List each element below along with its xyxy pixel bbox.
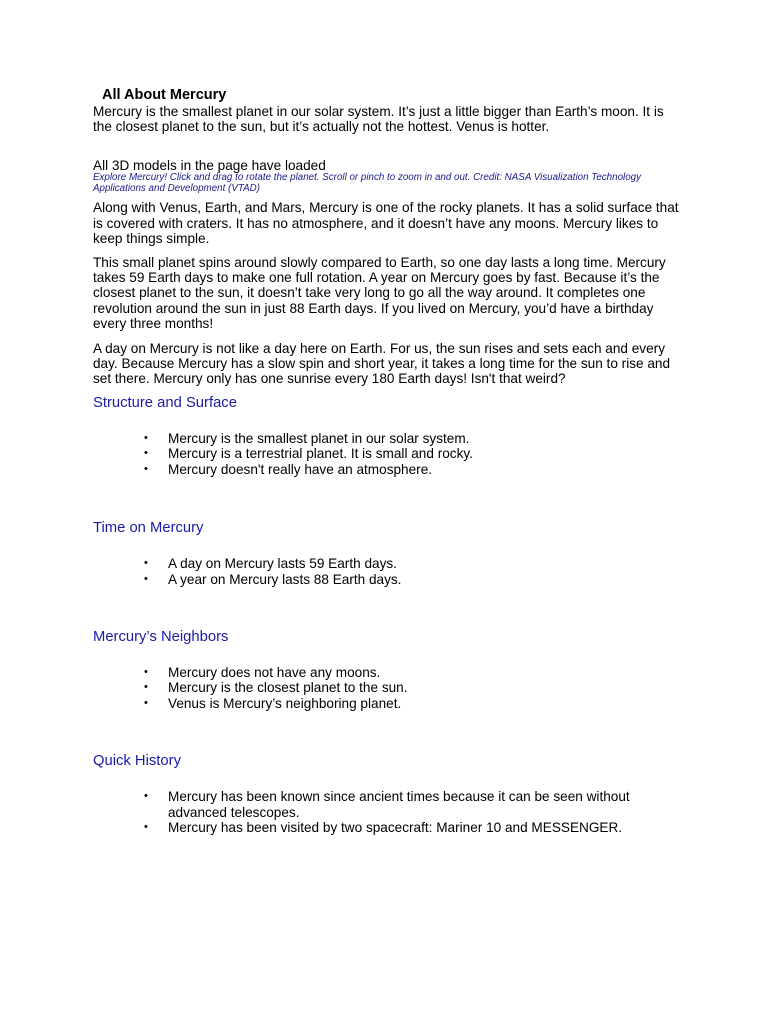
body-paragraph: A day on Mercury is not like a day here on Earth. For us, the sun rises and sets each and every day. Because Mercury has a slow spin and short year, it takes a long time for the sun to rise and set there. Mercury only has one sunrise every 180 Earth days! Isn't that weird? bbox=[93, 340, 671, 387]
list-item bbox=[93, 572, 683, 587]
list-item bbox=[93, 665, 683, 680]
document-page bbox=[93, 87, 683, 835]
list-item-text: Mercury does not have any moons. bbox=[168, 664, 381, 680]
bullet-icon: • bbox=[144, 790, 148, 803]
page-title: All About Mercury bbox=[102, 87, 227, 103]
list-item bbox=[93, 462, 683, 477]
models-loaded-notice: All 3D models in the page have loaded bbox=[93, 157, 326, 173]
model-caption: Explore Mercury! Click and drag to rotate the planet. Scroll or pinch to zoom in and out. Credit: NASA Visualization Technology Applications and Development (VTAD) bbox=[93, 172, 642, 194]
list-item bbox=[93, 556, 683, 571]
neighbors-list bbox=[93, 665, 683, 711]
body-paragraph: Along with Venus, Earth, and Mars, Mercury is one of the rocky planets. It has a solid surface that is covered with craters. It has no atmosphere, and it doesn’t have any moons. Mercury likes to keep things simple. bbox=[93, 200, 679, 247]
intro-paragraph: Mercury is the smallest planet in our solar system. It’s just a little bigger than Earth’s moon. It is the closest planet to the sun, but it’s actually not the hottest. Venus is hotter. bbox=[93, 104, 664, 135]
history-list bbox=[93, 789, 683, 835]
list-item-text: A day on Mercury lasts 59 Earth days. bbox=[168, 556, 397, 572]
list-item bbox=[93, 680, 683, 695]
list-item bbox=[93, 789, 683, 820]
bullet-icon: • bbox=[144, 557, 148, 570]
list-item bbox=[93, 820, 683, 835]
list-item-text: Mercury is the closest planet to the sun. bbox=[168, 680, 408, 696]
section-heading-history: Quick History bbox=[93, 753, 181, 770]
bullet-icon: • bbox=[144, 447, 148, 460]
structure-list bbox=[93, 431, 683, 477]
bullet-icon: • bbox=[144, 665, 148, 678]
bullet-icon: • bbox=[144, 696, 148, 709]
list-item-text: Mercury is a terrestrial planet. It is small and rocky. bbox=[168, 446, 473, 462]
bullet-icon: • bbox=[144, 431, 148, 444]
body-paragraph: This small planet spins around slowly compared to Earth, so one day lasts a long time. Mercury takes 59 Earth days to make one full rotation. A year on Mercury goes by fast. Because it’s the closest planet to the sun, it doesn’t take very long to go all the way around. It completes one revolution around the sun in just 88 Earth days. If you lived on Mercury, you’d have a birthday every three months! bbox=[93, 254, 666, 332]
section-heading-neighbors: Mercury’s Neighbors bbox=[93, 628, 229, 645]
list-item-text: A year on Mercury lasts 88 Earth days. bbox=[168, 571, 402, 587]
list-item-text: Mercury has been visited by two spacecraft: Mariner 10 and MESSENGER. bbox=[168, 819, 623, 835]
list-item bbox=[93, 696, 683, 711]
bullet-icon: • bbox=[144, 462, 148, 475]
list-item-text: Mercury doesn't really have an atmosphere. bbox=[168, 461, 433, 477]
list-item-text: Venus is Mercury’s neighboring planet. bbox=[168, 695, 402, 711]
list-item-text: Mercury is the smallest planet in our solar system. bbox=[168, 430, 470, 446]
section-heading-time: Time on Mercury bbox=[93, 520, 204, 537]
section-heading-structure: Structure and Surface bbox=[93, 394, 237, 411]
time-list bbox=[93, 556, 683, 587]
list-item bbox=[93, 431, 683, 446]
bullet-icon: • bbox=[144, 820, 148, 833]
list-item-text: Mercury has been known since ancient times because it can be seen without advanced telescopes. bbox=[168, 789, 630, 820]
list-item bbox=[93, 446, 683, 461]
bullet-icon: • bbox=[144, 681, 148, 694]
bullet-icon: • bbox=[144, 572, 148, 585]
